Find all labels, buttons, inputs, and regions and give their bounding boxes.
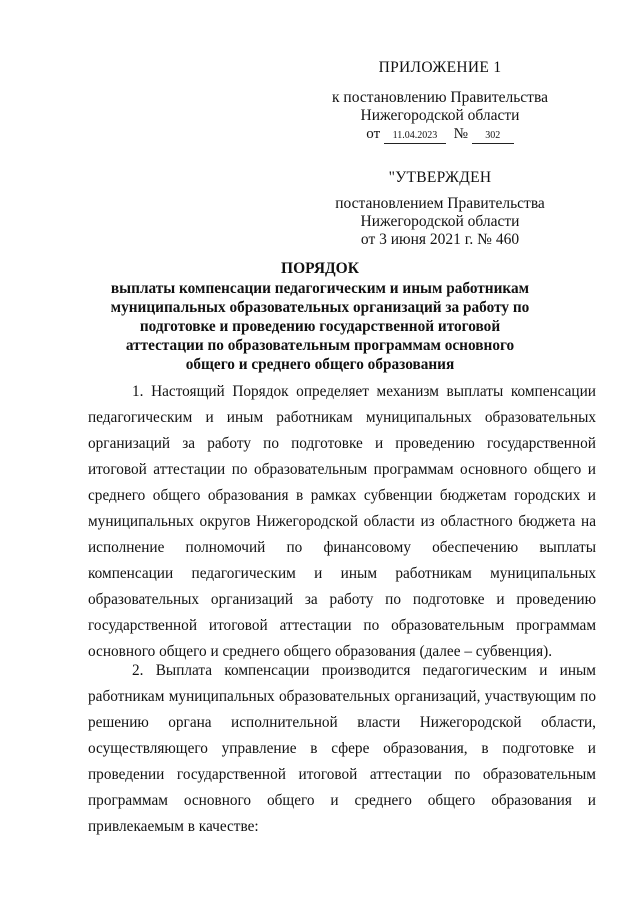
document-title: ПОРЯДОК	[281, 260, 359, 277]
approved-region: Нижегородской области	[360, 213, 520, 230]
appendix-to-resolution: к постановлению Правительства	[332, 89, 548, 106]
appendix-from-label: от	[366, 126, 381, 142]
paragraph-1: 1. Настоящий Порядок определяет механизм выплаты компенсации педагогическим и иным работникам муниципальных образовательных организаций за работу по подготовке и проведению государственной итоговой аттестации по образовательным программам основного общего и среднего общего образования в рамках субвенции бюджетам городских и муниципальных округов Нижегородской области из областного бюджета на исполнение полномочий по финансовому обеспечению выплаты компенсации педагогическим и иным работникам муниципальных образовательных организаций за работу по подготовке и проведению государственной итоговой аттестации по образовательным программам основного общего и среднего общего образования (далее – субвенция).	[88, 383, 596, 660]
appendix-number-label: №	[453, 126, 468, 142]
appendix-region: Нижегородской области	[360, 107, 520, 124]
approved-by: постановлением Правительства	[335, 195, 545, 212]
document-subtitle: выплаты компенсации педагогическим и иным работникам муниципальных образовательных организаций за работу по подготовке и проведению государственной итоговой аттестации по образовательным программам основного общего и среднего общего образования	[110, 280, 530, 373]
approved-date-line: от 3 июня 2021 г. № 460	[360, 231, 520, 248]
appendix-date: 11.04.2023	[384, 129, 446, 144]
appendix-number: 302	[472, 129, 514, 144]
approved-title: "УТВЕРЖДЕН	[388, 169, 492, 186]
appendix-date-number-line	[330, 124, 550, 144]
paragraph-2: 2. Выплата компенсации производится педагогическим и иным работникам муниципальных образовательных организаций, участвующим по решению органа исполнительной власти Нижегородской области, осуществляющего управление в сфере образования, в подготовке и проведении государственной итоговой аттестации по образовательным программам основного общего и среднего общего образования и привлекаемым в качестве:	[88, 662, 596, 835]
appendix-title: ПРИЛОЖЕНИЕ 1	[378, 59, 502, 76]
